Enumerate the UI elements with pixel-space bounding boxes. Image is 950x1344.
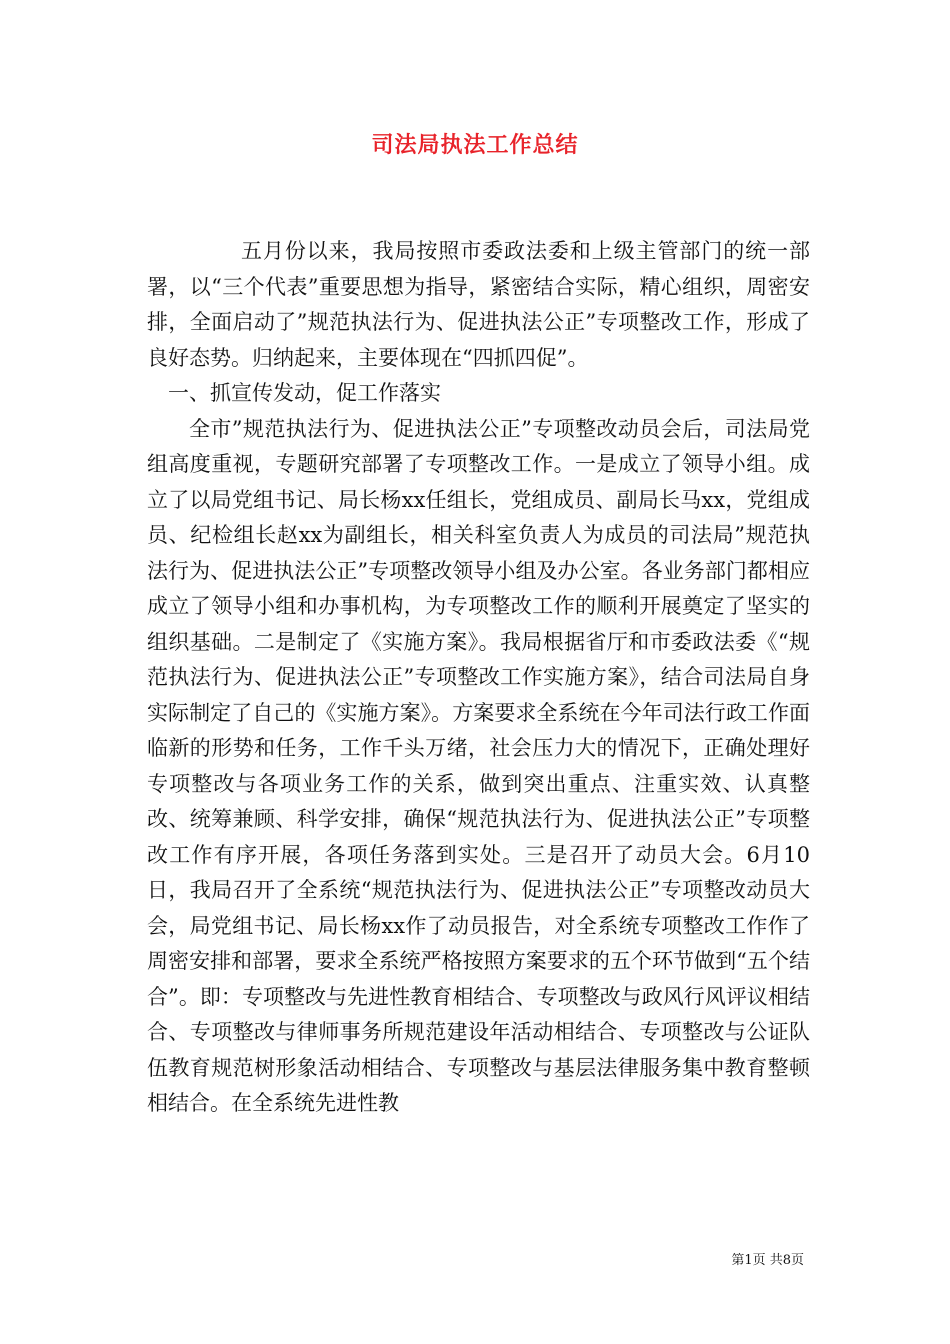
document-body — [147, 234, 810, 1122]
paragraph-body: 全市”规范执法行为、促进执法公正”专项整改动员会后，司法局党组高度重视，专题研究部署了专项整改工作。一是成立了领导小组。成立了以局党组书记、局长杨xx任组长，党组成员、副局长马xx，党组成员、纪检组长赵xx为副组长，相关科室负责人为成员的司法局”规范执法行为、促进执法公正”专项整改领导小组及办公室。各业务部门都相应成立了领导小组和办事机构，为专项整改工作的顺利开展奠定了坚实的组织基础。二是制定了《实施方案》。我局根据省厅和市委政法委《“规范执法行为、促进执法公正”专项整改工作实施方案》，结合司法局自身实际制定了自己的《实施方案》。方案要求全系统在今年司法行政工作面临新的形势和任务，工作千头万绪，社会压力大的情况下，正确处理好专项整改与各项业务工作的关系，做到突出重点、注重实效、认真整改、统筹兼顾、科学安排，确保“规范执法行为、促进执法公正”专项整改工作有序开展，各项任务落到实处。三是召开了动员大会。6月10日，我局召开了全系统“规范执法行为、促进执法公正”专项整改动员大会，局党组书记、局长杨xx作了动员报告，对全系统专项整改工作作了周密安排和部署，要求全系统严格按照方案要求的五个环节做到“五个结合”。即：专项整改与先进性教育相结合、专项整改与政风行风评议相结合、专项整改与律师事务所规范建设年活动相结合、专项整改与公证队伍教育规范树形象活动相结合、专项整改与基层法律服务集中教育整顿相结合。在全系统先进性教 — [147, 416, 810, 1115]
document-title: 司法局执法工作总结 — [371, 132, 579, 158]
paragraph-intro: 五月份以来，我局按照市委政法委和上级主管部门的统一部署，以“三个代表”重要思想为指导，紧密结合实际，精心组织，周密安排，全面启动了”规范执法行为、促进执法公正”专项整改工作，形成了良好态势。归纳起来，主要体现在“四抓四促”。 — [147, 239, 810, 370]
page-number-footer: 第1页 共8页 — [731, 1253, 804, 1268]
section-heading: 一、抓宣传发动，促工作落实 — [168, 381, 441, 405]
